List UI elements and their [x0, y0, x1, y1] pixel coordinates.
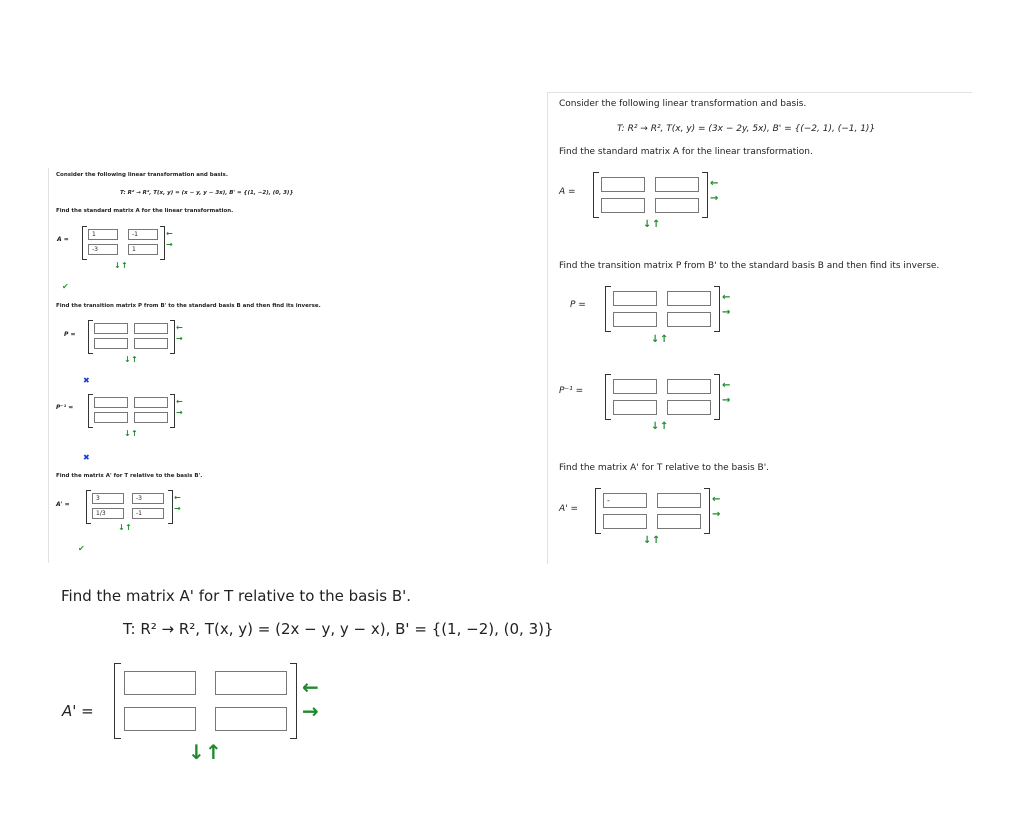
right-q3: Find the matrix A' for T relative to the basis B'.	[559, 463, 770, 473]
right-Ap-11[interactable]	[603, 493, 647, 508]
add-column-arrow-left-icon[interactable]: ←	[166, 229, 173, 238]
add-column-arrow-left-icon[interactable]: ←	[722, 380, 731, 391]
add-column-arrow-left-icon[interactable]: ←	[302, 675, 319, 699]
correct-check-icon: ✔	[78, 544, 85, 553]
bracket-right	[290, 663, 297, 739]
right-label-Ap: A' =	[559, 504, 579, 514]
left-intro: Consider the following linear transformation and basis.	[56, 172, 228, 178]
remove-column-arrow-right-icon[interactable]: →	[710, 193, 719, 204]
left-Ap-11[interactable]	[92, 493, 124, 504]
bracket-right	[170, 320, 175, 354]
left-P-22[interactable]	[134, 338, 168, 349]
right-P-12[interactable]	[667, 291, 711, 306]
right-Ap-22[interactable]	[657, 514, 701, 529]
left-label-Pinv: P⁻¹ =	[56, 404, 74, 411]
remove-row-arrow-up-icon[interactable]: ↑	[652, 219, 661, 230]
left-matrix-Pinv	[84, 394, 184, 428]
add-row-arrow-down-icon[interactable]: ↓	[124, 355, 131, 364]
remove-column-arrow-right-icon[interactable]: →	[176, 334, 183, 343]
right-A-22[interactable]	[655, 198, 699, 213]
right-P-22[interactable]	[667, 312, 711, 327]
left-Pinv-11[interactable]	[94, 397, 128, 408]
left-Pinv-21[interactable]	[94, 412, 128, 423]
right-Ap-21[interactable]	[603, 514, 647, 529]
right-P-21[interactable]	[613, 312, 657, 327]
incorrect-cross-icon: ✖	[83, 376, 90, 385]
remove-row-arrow-up-icon[interactable]: ↑	[125, 523, 132, 532]
add-row-arrow-down-icon[interactable]: ↓	[651, 334, 660, 345]
left-P-12[interactable]	[134, 323, 168, 334]
right-label-A: A =	[559, 187, 576, 197]
left-label-P: P =	[64, 331, 76, 338]
right-A-11[interactable]	[601, 177, 645, 192]
right-Pinv-21[interactable]	[613, 400, 657, 415]
left-transform: T: R² → R², T(x, y) = (x − y, y − 3x), B' = {(1, −2), (0, 3)}	[120, 190, 294, 196]
bracket-left	[595, 488, 601, 534]
correct-check-icon: ✔	[62, 282, 69, 291]
remove-column-arrow-right-icon[interactable]: →	[302, 699, 319, 723]
remove-column-arrow-right-icon[interactable]: →	[722, 395, 731, 406]
add-column-arrow-left-icon[interactable]: ←	[174, 493, 181, 502]
remove-row-arrow-up-icon[interactable]: ↑	[205, 740, 222, 764]
remove-row-arrow-up-icon[interactable]: ↑	[652, 535, 661, 546]
remove-row-arrow-up-icon[interactable]: ↑	[660, 421, 669, 432]
right-q2: Find the transition matrix P from B' to the standard basis B and then find its inverse.	[559, 261, 940, 271]
bottom-transform: T: R² → R², T(x, y) = (2x − y, y − x), B' = {(1, −2), (0, 3)}	[123, 620, 554, 638]
right-matrix-A	[591, 172, 731, 220]
bracket-left	[114, 663, 121, 739]
remove-row-arrow-up-icon[interactable]: ↑	[121, 261, 128, 270]
left-matrix-P	[84, 320, 184, 354]
right-panel-top-border	[547, 92, 972, 93]
left-Ap-21[interactable]	[92, 508, 124, 519]
bottom-panel	[50, 580, 650, 830]
right-Ap-12[interactable]	[657, 493, 701, 508]
bottom-Ap-22[interactable]	[215, 707, 287, 731]
right-Pinv-22[interactable]	[667, 400, 711, 415]
bracket-left	[88, 320, 93, 354]
bracket-right	[168, 490, 173, 524]
add-row-arrow-down-icon[interactable]: ↓	[643, 535, 652, 546]
add-column-arrow-left-icon[interactable]: ←	[710, 178, 719, 189]
left-Ap-22[interactable]	[132, 508, 164, 519]
add-row-arrow-down-icon[interactable]: ↓	[188, 740, 205, 764]
bracket-right	[702, 172, 708, 218]
left-P-21[interactable]	[94, 338, 128, 349]
left-A-11[interactable]	[88, 229, 118, 240]
right-A-21[interactable]	[601, 198, 645, 213]
left-label-Ap: A' =	[56, 501, 70, 508]
left-Pinv-22[interactable]	[134, 412, 168, 423]
right-q1: Find the standard matrix A for the linear transformation.	[559, 147, 813, 157]
add-row-arrow-down-icon[interactable]: ↓	[124, 429, 131, 438]
left-panel-border	[48, 168, 49, 563]
left-matrix-Ap	[82, 490, 182, 524]
bracket-right	[714, 374, 720, 420]
bracket-left	[86, 490, 91, 524]
remove-column-arrow-right-icon[interactable]: →	[176, 408, 183, 417]
right-panel-left-border	[547, 92, 548, 564]
remove-row-arrow-up-icon[interactable]: ↑	[131, 429, 138, 438]
left-A-12[interactable]	[128, 229, 158, 240]
remove-column-arrow-right-icon[interactable]: →	[174, 504, 181, 513]
left-A-22[interactable]	[128, 244, 158, 255]
bracket-right	[160, 226, 165, 260]
bracket-right	[714, 286, 720, 332]
bracket-left	[605, 374, 611, 420]
right-P-11[interactable]	[613, 291, 657, 306]
left-q1: Find the standard matrix A for the linear transformation.	[56, 208, 234, 214]
right-intro: Consider the following linear transformation and basis.	[559, 99, 807, 109]
add-row-arrow-down-icon[interactable]: ↓	[651, 421, 660, 432]
add-row-arrow-down-icon[interactable]: ↓	[114, 261, 121, 270]
right-matrix-Pinv	[603, 374, 743, 422]
right-matrix-P	[603, 286, 743, 334]
bracket-right	[170, 394, 175, 428]
right-transform: T: R² → R², T(x, y) = (3x − 2y, 5x), B' = {(−2, 1), (−1, 1)}	[617, 124, 876, 134]
add-column-arrow-left-icon[interactable]: ←	[176, 323, 183, 332]
remove-row-arrow-up-icon[interactable]: ↑	[131, 355, 138, 364]
left-q3: Find the matrix A' for T relative to the basis B'.	[56, 473, 203, 479]
bracket-left	[88, 394, 93, 428]
left-Ap-12[interactable]	[132, 493, 164, 504]
bracket-left	[593, 172, 599, 218]
right-Pinv-11[interactable]	[613, 379, 657, 394]
left-matrix-A	[78, 226, 173, 260]
bracket-left	[605, 286, 611, 332]
add-column-arrow-left-icon[interactable]: ←	[722, 292, 731, 303]
right-label-P: P =	[570, 300, 586, 310]
right-label-Pinv: P⁻¹ =	[559, 386, 584, 396]
remove-row-arrow-up-icon[interactable]: ↑	[660, 334, 669, 345]
right-matrix-Ap	[593, 488, 733, 536]
remove-column-arrow-right-icon[interactable]: →	[712, 509, 721, 520]
bracket-right	[704, 488, 710, 534]
bottom-Ap-21[interactable]	[124, 707, 196, 731]
remove-column-arrow-right-icon[interactable]: →	[722, 307, 731, 318]
left-P-11[interactable]	[94, 323, 128, 334]
bottom-Ap-12[interactable]	[215, 671, 287, 695]
right-A-12[interactable]	[655, 177, 699, 192]
bottom-question: Find the matrix A' for T relative to the basis B'.	[61, 587, 412, 605]
right-Pinv-12[interactable]	[667, 379, 711, 394]
left-panel	[48, 168, 348, 563]
bottom-matrix-Ap	[112, 663, 342, 743]
bottom-label-Ap: A' =	[62, 702, 94, 720]
right-panel	[547, 92, 972, 564]
bracket-left	[82, 226, 87, 260]
add-row-arrow-down-icon[interactable]: ↓	[118, 523, 125, 532]
left-Pinv-12[interactable]	[134, 397, 168, 408]
add-column-arrow-left-icon[interactable]: ←	[176, 397, 183, 406]
add-row-arrow-down-icon[interactable]: ↓	[643, 219, 652, 230]
add-column-arrow-left-icon[interactable]: ←	[712, 494, 721, 505]
incorrect-cross-icon: ✖	[83, 453, 90, 462]
left-q2: Find the transition matrix P from B' to the standard basis B and then find its inverse.	[56, 303, 321, 309]
left-A-21[interactable]	[88, 244, 118, 255]
bottom-Ap-11[interactable]	[124, 671, 196, 695]
left-label-A: A =	[57, 236, 69, 243]
remove-column-arrow-right-icon[interactable]: →	[166, 240, 173, 249]
